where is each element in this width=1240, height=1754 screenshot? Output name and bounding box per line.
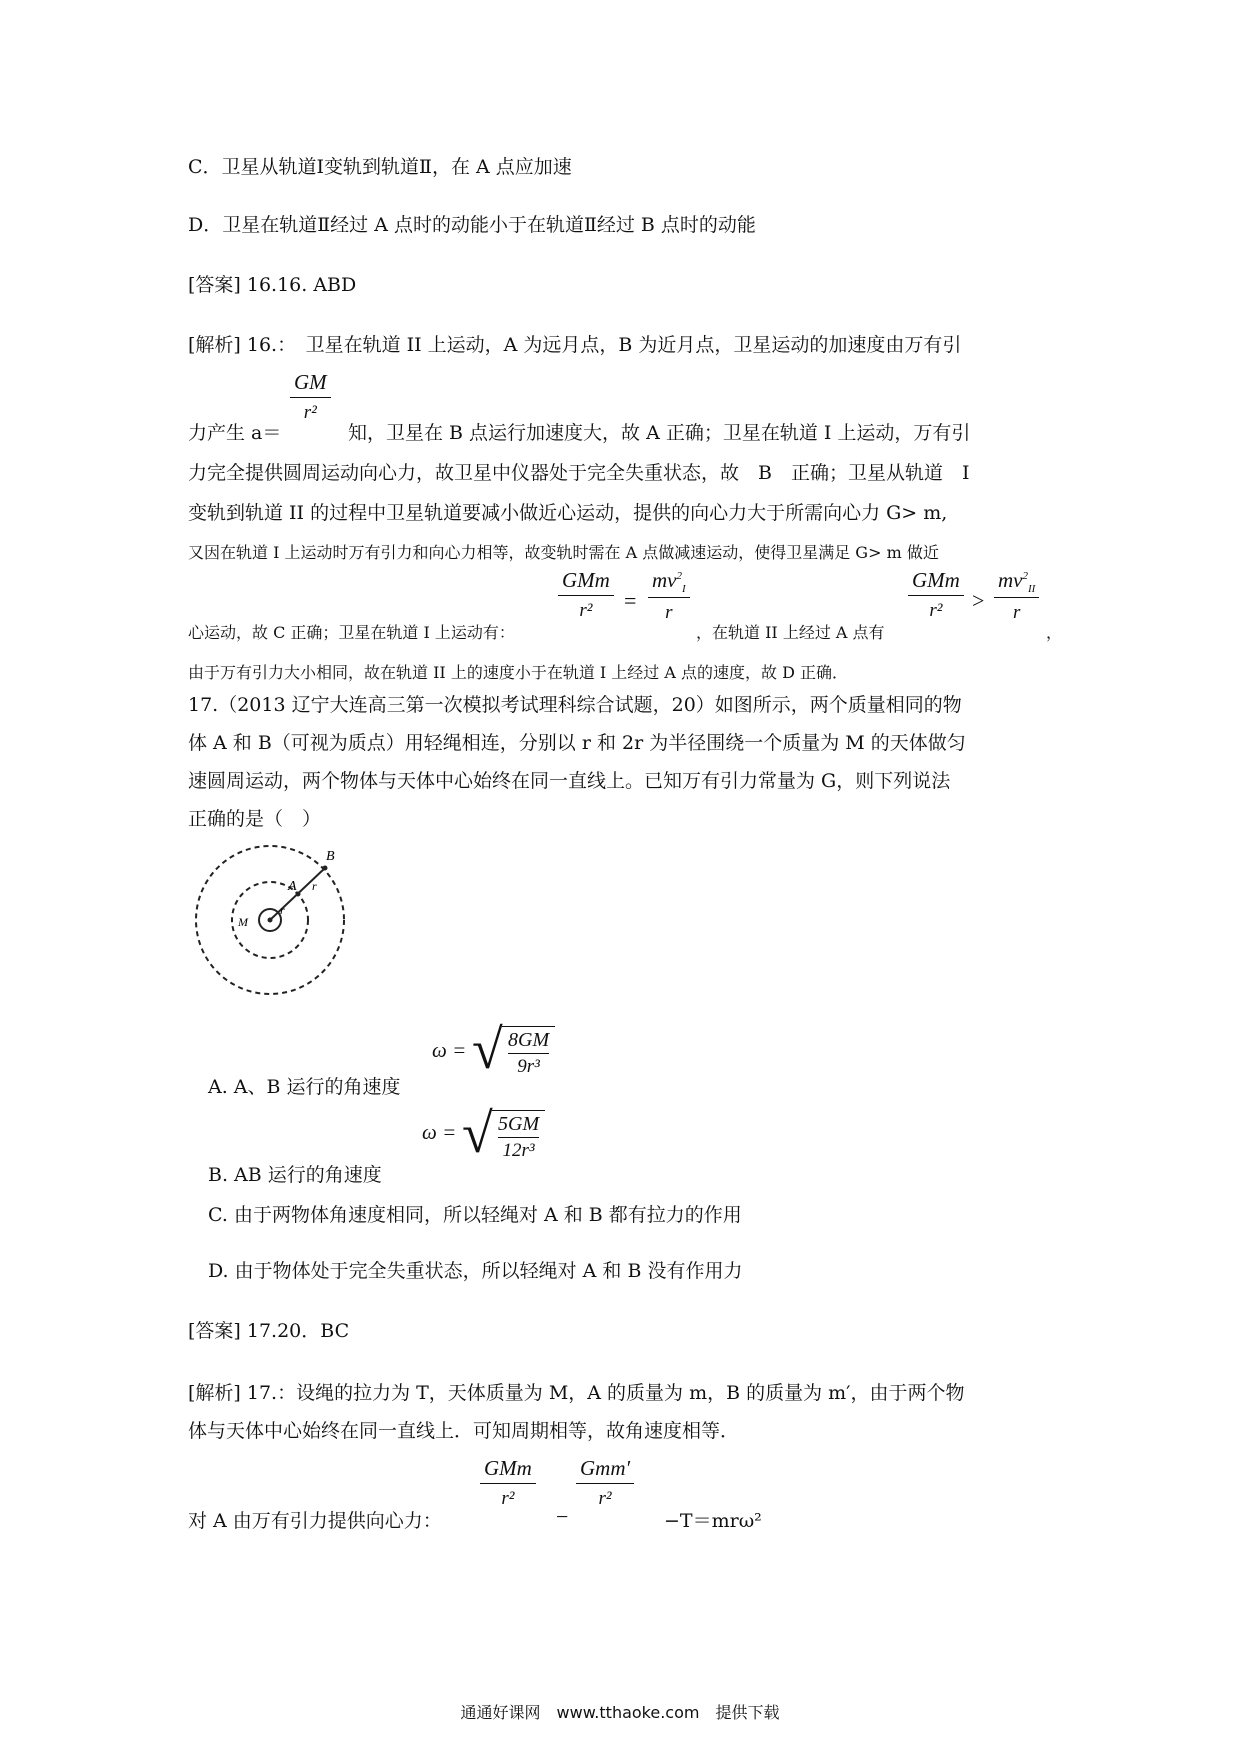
sqrt-a <box>472 1019 562 1092</box>
explanation-16-line7: 由于万有引力大小相同，故在轨道 II 上的速度小于在轨道 I 上经过 A 点的速度，故 D 正确． <box>188 663 849 682</box>
explanation-16-line1: [解析] 16.： 卫星在轨道 II 上运动，A 为远月点，B 为近月点，卫星运动的加速度由万有引 <box>188 334 962 356</box>
option-b-17: B. AB 运行的角速度 <box>208 1164 382 1186</box>
frac-den: r² <box>303 402 317 423</box>
fraction-mv2-over-r <box>994 568 1039 624</box>
equals-sign: = <box>624 588 637 613</box>
sqrt-b <box>462 1103 552 1176</box>
fraction-gmm-over-r2-b <box>908 568 964 622</box>
omega-b: ω = <box>422 1120 457 1144</box>
frac-den: r² <box>501 1488 515 1509</box>
frac-den: r² <box>579 600 593 621</box>
label-a: A <box>288 879 297 894</box>
sqrt-num: 5GM <box>498 1113 539 1138</box>
option-d-17: D. 由于物体处于完全失重状态，所以轻绳对 A 和 B 没有作用力 <box>208 1260 743 1282</box>
fraction-gmm-prime-over-r2 <box>576 1456 634 1510</box>
explanation-16-line2a: 力产生 a＝ <box>188 422 282 444</box>
explanation-17-line2: 体与天体中心始终在同一直线上．可知周期相等，故角速度相等． <box>188 1420 740 1442</box>
label-m: M <box>238 915 248 929</box>
frac-den: r² <box>598 1488 612 1509</box>
explanation-16-line6a: 心运动，故 C 正确；卫星在轨道 I 上运动有： <box>188 623 515 642</box>
label-r-inner: r <box>280 903 285 917</box>
frac-num: Gmm′ <box>576 1456 634 1484</box>
frac-num: $mv^2_{II}$ <box>994 568 1039 598</box>
frac-den: r² <box>929 600 943 621</box>
footer: 通通好课网 www.tthaoke.com 提供下载 <box>460 1703 780 1722</box>
minus-sign: − <box>556 1504 569 1529</box>
frac-den: r <box>665 602 673 624</box>
explanation-16-line6b: ，在轨道 II 上经过 A 点有 <box>696 623 885 642</box>
answer-16: [答案] 16.16. ABD <box>188 274 357 296</box>
fraction-gmm-over-r2-a <box>558 568 614 622</box>
explanation-16-line2b: 知，卫星在 B 点运行加速度大，故 A 正确；卫星在轨道 I 上运动，万有引 <box>348 422 971 444</box>
frac-num: GM <box>290 370 331 398</box>
radical-icon: √ <box>472 1019 503 1081</box>
frac-den: r <box>1012 602 1021 624</box>
explanation-17-line3-tail: −T＝mrω² <box>664 1510 762 1532</box>
orbit-diagram <box>190 830 370 1010</box>
answer-17: [答案] 17.20．BC <box>188 1320 350 1342</box>
explanation-17-line1: [解析] 17.：设绳的拉力为 T，天体质量为 M，A 的质量为 m，B 的质量为 m′，由于两个物 <box>188 1382 965 1404</box>
sqrt-num: 8GM <box>508 1029 549 1054</box>
fraction-mv1-over-r <box>648 568 690 624</box>
sqrt-den: 12r³ <box>502 1140 535 1161</box>
explanation-17-line3: 对 A 由万有引力提供向心力： <box>188 1510 442 1532</box>
question-17-line1: 17.（2013 辽宁大连高三第一次模拟考试理科综合试题，20）如图所示，两个质量相同的物 <box>188 694 962 716</box>
object-b-dot <box>323 866 328 871</box>
explanation-16-line5: 又因在轨道 I 上运动时万有引力和向心力相等，故变轨时需在 A 点做减速运动，使得卫星满足 G> m 做近 <box>188 543 939 562</box>
omega-a: ω = <box>432 1038 467 1062</box>
line-option-d-16: D．卫星在轨道Ⅱ经过 A 点时的动能小于在轨道Ⅱ经过 B 点时的动能 <box>188 214 756 236</box>
question-17-line3: 速圆周运动，两个物体与天体中心始终在同一直线上。已知万有引力常量为 G，则下列说法 <box>188 770 951 792</box>
explanation-16-line3: 力完全提供圆周运动向心力，故卫星中仪器处于完全失重状态，故 B 正确；卫星从轨道 I <box>188 462 970 484</box>
frac-num: $mv^2_I$ <box>648 568 690 598</box>
frac-num: GMm <box>558 568 614 596</box>
option-c-17: C. 由于两物体角速度相同，所以轻绳对 A 和 B 都有拉力的作用 <box>208 1204 742 1226</box>
frac-num: GMm <box>908 568 964 596</box>
fraction-gmm-over-r2-c <box>480 1456 536 1510</box>
radical-icon: √ <box>462 1103 493 1165</box>
question-17-line2: 体 A 和 B（可视为质点）用轻绳相连，分别以 r 和 2r 为半径围绕一个质量为 M 的天体做匀 <box>188 732 966 754</box>
greater-than-sign: > <box>972 588 985 613</box>
line-option-c-16: C．卫星从轨道Ⅰ变轨到轨道Ⅱ，在 A 点应加速 <box>188 156 572 178</box>
explanation-16-line4: 变轨到轨道 II 的过程中卫星轨道要减小做近心运动，提供的向心力大于所需向心力 G> m, <box>188 502 948 524</box>
label-b: B <box>326 849 335 864</box>
sqrt-den: 9r³ <box>517 1056 540 1077</box>
fraction-gm-over-r2 <box>290 370 331 424</box>
frac-num: GMm <box>480 1456 536 1484</box>
explanation-16-line6c: ， <box>1046 623 1063 642</box>
label-r-outer: r <box>312 879 317 893</box>
question-17-line4: 正确的是（ ） <box>188 808 322 830</box>
option-a-17: A. A、B 运行的角速度 <box>208 1076 401 1098</box>
